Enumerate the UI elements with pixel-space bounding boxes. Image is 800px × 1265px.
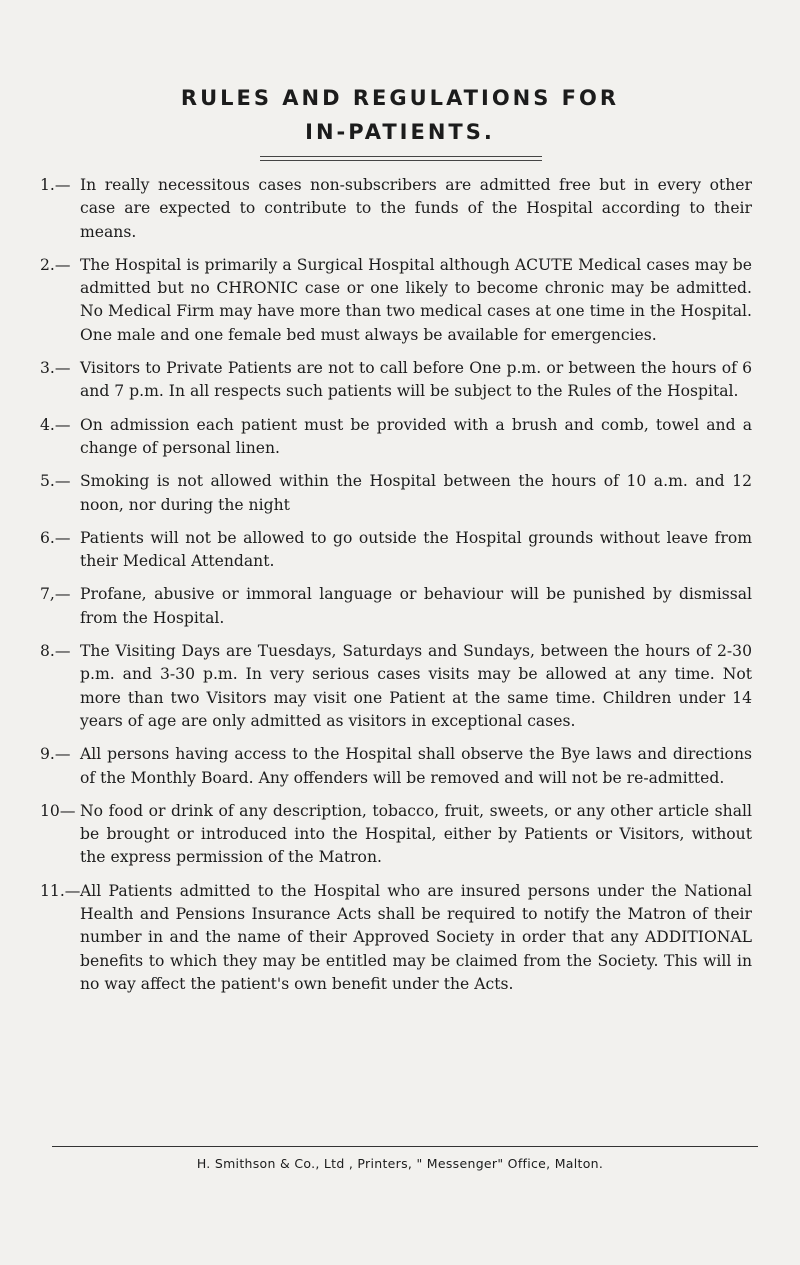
rule-item <box>40 880 752 996</box>
footer-divider <box>52 1146 758 1147</box>
rule-number: 3.— <box>40 359 71 378</box>
rule-text: On admission each patient must be provided with a brush and comb, towel and a change of personal linen. <box>80 415 752 457</box>
rule-number: 5.— <box>40 472 71 491</box>
page-subtitle: IN-PATIENTS. <box>305 120 495 144</box>
rule-number: 11.— <box>40 881 81 900</box>
rule-text: All persons having access to the Hospital shall observe the Bye laws and directions of the Monthly Board. Any offenders will be removed and will not be re-admitted. <box>80 745 752 787</box>
rule-text: The Hospital is primarily a Surgical Hospital although ACUTE Medical cases may be admitted but no CHRONIC case or one likely to become chronic may be admitted. No Medical Firm may have more than two medical cases at one time in the Hospital. One male and one female bed must always be available for emergencies. <box>80 255 752 344</box>
page-title: RULES AND REGULATIONS FOR <box>180 86 620 110</box>
rule-item <box>40 174 752 244</box>
rule-number: 8.— <box>40 642 71 661</box>
rule-item <box>40 640 752 733</box>
title-divider <box>260 156 542 161</box>
rule-number: 10— <box>40 801 76 820</box>
rule-item <box>40 800 752 870</box>
rules-list <box>40 174 752 1006</box>
rule-number: 7,— <box>40 585 71 604</box>
rule-item <box>40 583 752 630</box>
rule-text: All Patients admitted to the Hospital who are insured persons under the National Health and Pensions Insurance Acts shall be required to notify the Matron of their number in and the name of their Approved Society in order that any ADDITIONAL benefits to which they may be entitled may be claimed from the Society. This will in no way affect the patient's own benefit under the Acts. <box>80 881 752 993</box>
rule-number: 1.— <box>40 176 71 194</box>
printer-imprint: H. Smithson & Co., Ltd , Printers, " Messenger" Office, Malton. <box>196 1156 604 1171</box>
rule-item <box>40 357 752 404</box>
rule-text: The Visiting Days are Tuesdays, Saturdays and Sundays, between the hours of 2-30 p.m. and 3-30 p.m. In very serious cases visits may be allowed at any time. Not more than two Visitors may visit one Patient at the same time. Children under 14 years of age are only admitted as visitors in exceptional cases. <box>80 642 752 730</box>
rule-number: 6.— <box>40 528 71 547</box>
title-block <box>0 88 800 143</box>
rule-item <box>40 254 752 347</box>
rule-item <box>40 414 752 461</box>
rule-text: No food or drink of any description, tobacco, fruit, sweets, or any other article shall be brought or introduced into the Hospital, either by Patients or Visitors, without the express permission of the Matron. <box>80 801 752 867</box>
rule-item <box>40 743 752 790</box>
rule-text: Visitors to Private Patients are not to call before One p.m. or between the hours of 6 and 7 p.m. In all respects such patients will be subject to the Rules of the Hospital. <box>80 359 752 401</box>
rule-number: 4.— <box>40 415 71 434</box>
rule-item <box>40 470 752 517</box>
rule-number: 2.— <box>40 255 71 274</box>
rule-number: 9.— <box>40 745 71 764</box>
rule-text: Patients will not be allowed to go outside the Hospital grounds without leave from their Medical Attendant. <box>80 528 752 571</box>
rule-text: Profane, abusive or immoral language or behaviour will be punished by dismissal from the Hospital. <box>80 585 752 627</box>
rule-text: Smoking is not allowed within the Hospital between the hours of 10 a.m. and 12 noon, nor during the night <box>80 472 752 514</box>
rule-text: In really necessitous cases non-subscribers are admitted free but in every other case are expected to contribute to the funds of the Hospital according to their means. <box>80 176 752 241</box>
rule-item <box>40 527 752 574</box>
